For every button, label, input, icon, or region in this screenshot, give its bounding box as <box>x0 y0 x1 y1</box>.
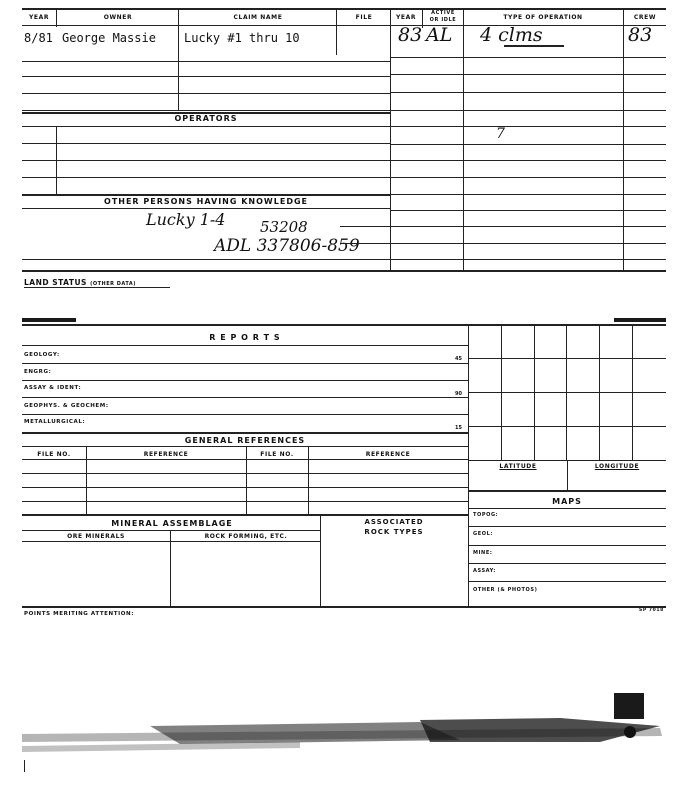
mineral-col-divider <box>170 530 171 606</box>
report-row-line <box>22 363 468 364</box>
ref-header-reference-2: REFERENCE <box>365 451 411 458</box>
report-engrg: ENGRG: <box>24 369 52 375</box>
ref-header-file-no-2: FILE NO. <box>260 451 294 458</box>
other-persons-row-line <box>340 243 390 244</box>
entry-underline-stroke <box>504 45 564 47</box>
rock-forming-label: ROCK FORMING, ETC. <box>204 533 288 540</box>
entry-year: 8/81 <box>24 31 53 45</box>
ore-minerals-label: ORE MINERALS <box>67 533 125 540</box>
right-row-line <box>390 177 666 178</box>
col-divider-active <box>463 8 464 270</box>
handwritten-line-2: ADL 337806-859 <box>214 236 360 256</box>
row-line <box>22 76 390 77</box>
right-row-line <box>390 74 666 75</box>
report-assay-ident: ASSAY & IDENT: <box>24 385 82 391</box>
land-status-label <box>24 278 136 287</box>
grid-row <box>468 358 666 359</box>
report-assay-num: 90 <box>455 391 462 397</box>
reports-header-bottom <box>22 345 468 346</box>
map-assay: ASSAY: <box>473 568 497 574</box>
col-divider-owner <box>178 8 179 110</box>
map-topog: TOPOG: <box>473 512 499 518</box>
ref-col-divider <box>86 446 87 514</box>
general-references-header-bottom <box>22 446 468 447</box>
report-row-line <box>22 397 468 398</box>
other-persons-title: OTHER PERSONS HAVING KNOWLEDGE <box>104 197 308 206</box>
land-status-title: LAND STATUS <box>24 278 87 287</box>
map-geol: GEOL: <box>473 531 493 537</box>
header-crew: CREW <box>633 14 657 21</box>
report-row-line <box>22 414 468 415</box>
handwritten-line-1: Lucky 1-4 <box>146 210 226 229</box>
right-row-line <box>390 144 666 145</box>
scan-smear-right <box>614 318 666 322</box>
right-row-line <box>390 92 666 93</box>
left-block-bottom <box>22 270 390 272</box>
ref-col-divider <box>308 446 309 514</box>
row-line <box>22 61 390 62</box>
maps-title: MAPS <box>552 497 582 506</box>
header-type-of-operation: TYPE OF OPERATION <box>503 14 583 21</box>
report-geology: GEOLOGY: <box>24 352 60 358</box>
form-number: SP 7018 <box>639 608 664 613</box>
coords-bottom <box>468 490 666 492</box>
other-persons-header-top <box>22 194 390 196</box>
right-row-line <box>390 259 666 260</box>
general-references-title: GENERAL REFERENCES <box>184 436 306 445</box>
references-bottom <box>22 514 468 516</box>
col-divider-crew <box>623 8 624 270</box>
ref-col-divider <box>246 446 247 514</box>
right-row-line <box>390 210 666 211</box>
operators-row-line <box>22 160 390 161</box>
report-geophys: GEOPHYS. & GEOCHEM: <box>24 403 109 409</box>
right-row-line <box>390 160 666 161</box>
ref-row-line <box>22 459 468 460</box>
map-mine: MINE: <box>473 550 493 556</box>
header-active-2: OR IDLE <box>429 17 457 23</box>
land-status-underline <box>24 287 170 288</box>
ref-row-line <box>22 501 468 502</box>
entry-crew: 83 <box>628 24 653 46</box>
report-geology-num: 45 <box>455 356 462 362</box>
assoc-divider <box>320 514 321 606</box>
right-row-line <box>390 57 666 58</box>
header-file: FILE <box>355 14 373 21</box>
entry-op-year: 83 <box>398 24 423 46</box>
map-row-line <box>468 581 666 582</box>
col-divider-claim <box>336 8 337 55</box>
associated-label-1: ASSOCIATED <box>364 518 424 526</box>
header-owner: OWNER <box>103 14 133 21</box>
associated-label-2: ROCK TYPES <box>364 528 424 536</box>
top-border <box>22 8 666 10</box>
right-row-line <box>390 194 666 195</box>
report-row-line <box>22 380 468 381</box>
entry-active-idle: AL <box>426 24 453 46</box>
operators-row-line <box>22 143 390 144</box>
header-year: YEAR <box>28 14 50 21</box>
right-block-bottom <box>390 270 666 272</box>
header-year-2: YEAR <box>395 14 417 21</box>
right-row-line <box>390 110 666 111</box>
right-row-line <box>390 243 666 244</box>
row-line <box>22 93 390 94</box>
ref-row-line <box>22 487 468 488</box>
left-edge-mark <box>24 760 25 772</box>
ref-row-line <box>22 473 468 474</box>
scribble-mark: 7 <box>496 126 505 142</box>
other-persons-row-line <box>22 259 390 260</box>
grid-row <box>468 392 666 393</box>
maps-header-bottom <box>468 508 666 509</box>
map-row-line <box>468 545 666 546</box>
header-claim-name: CLAIM NAME <box>233 14 283 21</box>
header-active-1: ACTIVE <box>431 10 455 16</box>
map-other: OTHER (& PHOTOS) <box>473 587 538 593</box>
grid-row <box>468 426 666 427</box>
entry-claim-name: Lucky #1 thru 10 <box>184 31 300 45</box>
scan-artifact-band <box>0 716 678 766</box>
col-divider-year <box>56 8 57 27</box>
ref-header-reference-1: REFERENCE <box>143 451 189 458</box>
report-metallurgical: METALLURGICAL: <box>24 419 86 425</box>
operators-row-line <box>22 177 390 178</box>
middle-bottom-border <box>22 606 666 608</box>
reports-bottom <box>22 432 468 434</box>
row-line <box>22 110 390 111</box>
operators-header-bottom <box>22 126 390 127</box>
mineral-subheader-bottom <box>22 541 320 542</box>
points-meriting-attention: POINTS MERITING ATTENTION: <box>24 611 135 617</box>
handwritten-line-1-number: 53208 <box>260 218 308 236</box>
map-row-line <box>468 563 666 564</box>
reports-title: R E P O R T S <box>209 333 281 342</box>
report-metallurgical-num: 15 <box>455 425 462 431</box>
longitude-label: LONGITUDE <box>594 463 640 470</box>
latitude-label: LATITUDE <box>499 463 537 470</box>
operators-title: OPERATORS <box>174 114 238 123</box>
right-row-line <box>390 226 666 227</box>
scan-smear-left <box>22 318 76 322</box>
col-divider-left-right <box>390 8 391 270</box>
other-persons-row-line <box>340 226 390 227</box>
mineral-subheader-top <box>22 530 320 531</box>
middle-top-border <box>22 324 666 326</box>
land-status-subtitle: (OTHER DATA) <box>90 281 137 287</box>
mineral-assemblage-title: MINERAL ASSEMBLAGE <box>111 519 233 528</box>
header-bottom-line <box>22 25 666 26</box>
right-row-line <box>390 126 666 127</box>
other-persons-header-bottom <box>22 208 390 209</box>
coord-divider <box>567 460 568 490</box>
ref-header-file-no-1: FILE NO. <box>37 451 71 458</box>
entry-type-of-operation: 4 clms <box>480 24 543 46</box>
map-row-line <box>468 526 666 527</box>
entry-owner: George Massie <box>62 31 156 45</box>
